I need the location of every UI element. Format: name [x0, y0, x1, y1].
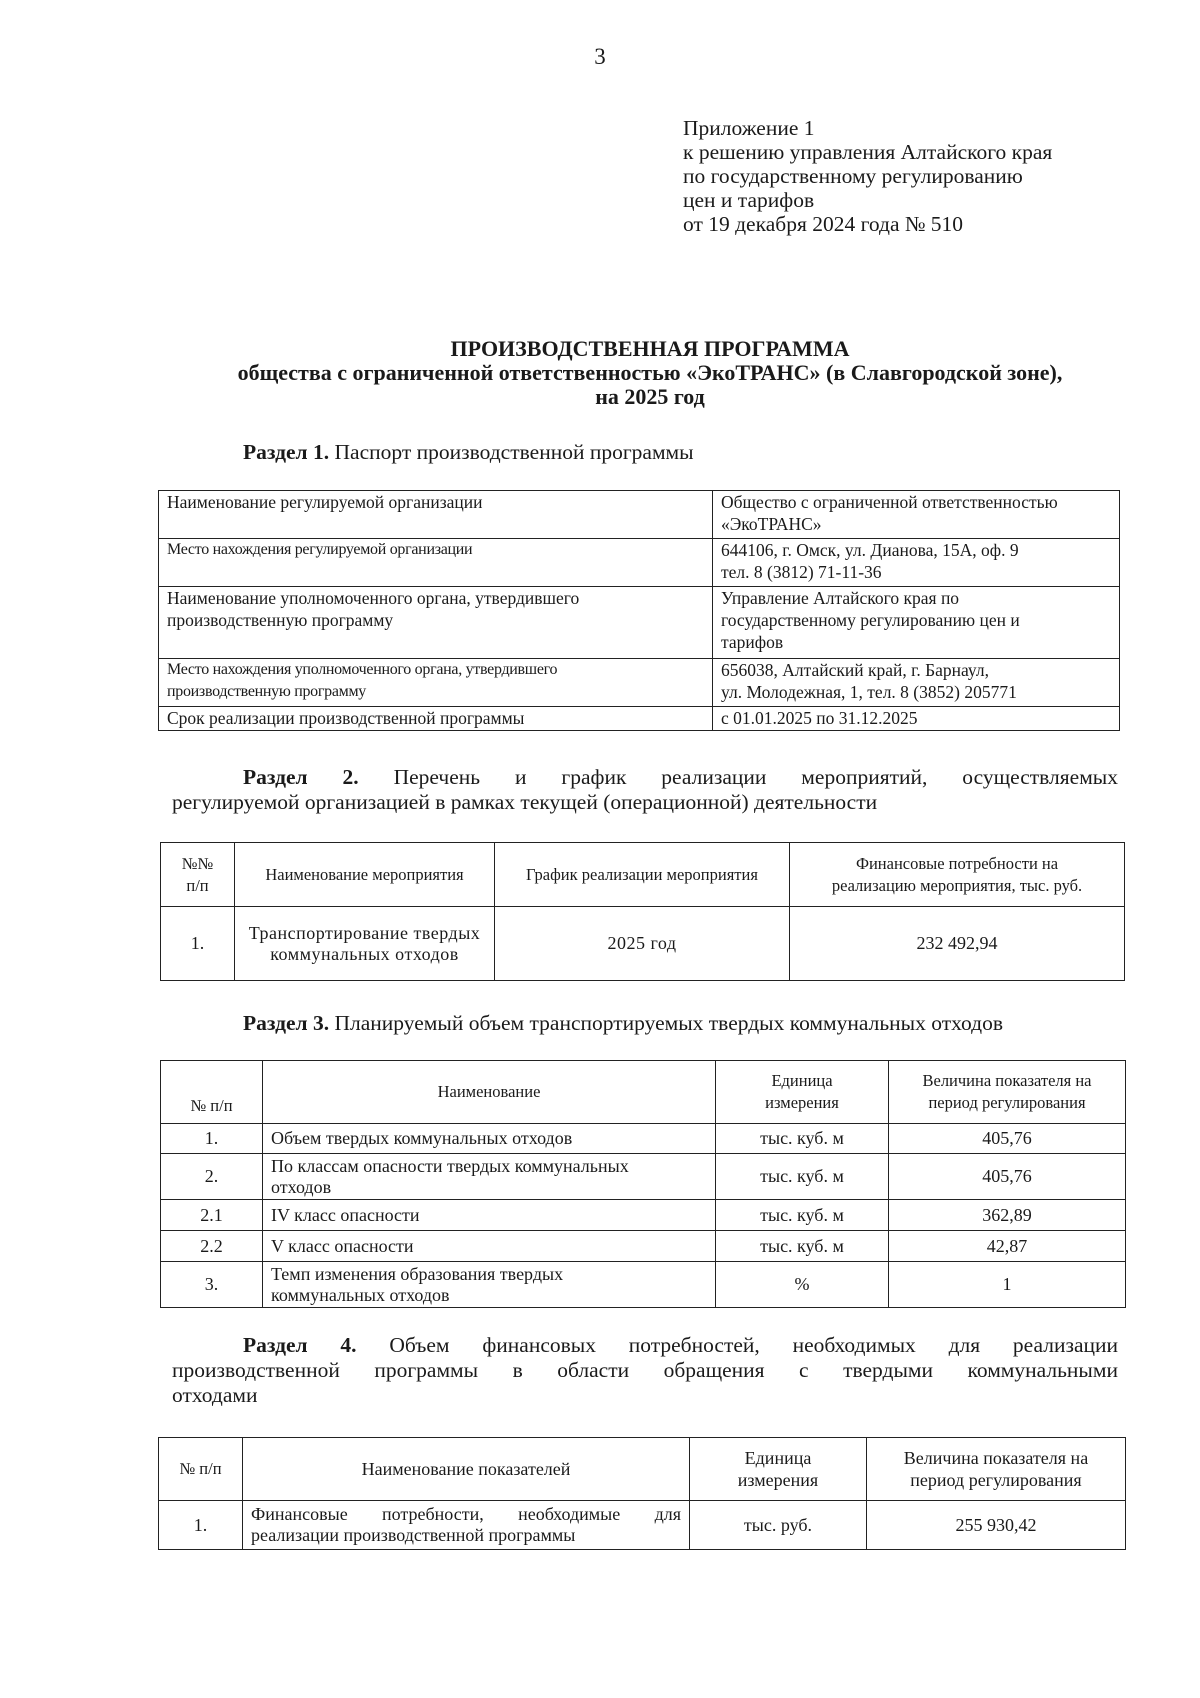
header-line: реализацию мероприятия, тыс. руб. — [831, 875, 1083, 895]
section-4-title-line-1: Объем финансовых потребностей, необходимых для реализации — [389, 1333, 1119, 1357]
name-line: коммунальных отходов — [270, 943, 459, 964]
passport-value: с 01.01.2025 по 31.12.2025 — [713, 707, 1120, 731]
section-1-label: Раздел 1. — [243, 440, 330, 464]
header-line: №№ — [181, 853, 214, 873]
indicator-value: 362,89 — [889, 1200, 1126, 1231]
table-row — [161, 907, 1125, 981]
section-4-heading — [172, 1333, 1118, 1408]
section-3-label: Раздел 3. — [243, 1011, 330, 1035]
passport-value — [713, 539, 1120, 587]
section-3-heading — [243, 1011, 1003, 1036]
row-number: 2.2 — [161, 1231, 263, 1262]
indicator-name: IV класс опасности — [263, 1200, 716, 1231]
header-line: Величина показателя на — [922, 1071, 1092, 1090]
indicator-name: V класс опасности — [263, 1231, 716, 1262]
header-line: период регулирования — [928, 1093, 1086, 1112]
indicator-name: Объем твердых коммунальных отходов — [263, 1124, 716, 1154]
finance-table — [158, 1437, 1126, 1550]
title-line-2: общества с ограниченной ответственностью «ЭкоТРАНС» (в Славгородской зоне), — [237, 360, 1063, 385]
section-2-title-line-1: Перечень и график реализации мероприятий, осуществляемых — [393, 765, 1118, 789]
col-header-number — [161, 843, 235, 907]
row-number: 2. — [161, 1154, 263, 1200]
col-header-finance — [790, 843, 1125, 907]
indicator-unit: тыс. руб. — [690, 1501, 867, 1550]
row-number: 1. — [159, 1501, 243, 1550]
heading-line — [172, 1333, 1118, 1358]
label-line: Место нахождения уполномоченного органа, утвердившего — [167, 661, 558, 678]
name-line: отходов — [271, 1176, 332, 1197]
name-line: По классам опасности твердых коммунальных — [271, 1155, 629, 1176]
indicator-name — [263, 1262, 716, 1308]
passport-value — [713, 659, 1120, 707]
section-2-heading — [172, 765, 1118, 815]
section-2-label: Раздел 2. — [243, 765, 359, 789]
value-line: Управление Алтайского края по — [721, 588, 960, 608]
name-line: Финансовые потребности, необходимые для — [251, 1504, 681, 1524]
passport-label — [159, 659, 713, 707]
header-line: измерения — [737, 1470, 819, 1490]
table-row — [159, 491, 1120, 539]
table-row — [161, 1124, 1126, 1154]
header-line: Единица — [744, 1448, 812, 1468]
appendix-line: от 19 декабря 2024 года № 510 — [683, 212, 963, 236]
table-row — [161, 1200, 1126, 1231]
passport-label — [159, 587, 713, 659]
heading-line — [172, 765, 1118, 790]
col-header-value — [889, 1061, 1126, 1124]
col-header-name: Наименование — [263, 1061, 716, 1124]
value-line: тел. 8 (3812) 71-11-36 — [721, 562, 882, 582]
table-row — [161, 1154, 1126, 1200]
value-line: тарифов — [721, 632, 784, 652]
indicator-value: 255 930,42 — [867, 1501, 1126, 1550]
name-line: коммунальных отходов — [271, 1284, 450, 1305]
indicator-value: 42,87 — [889, 1231, 1126, 1262]
passport-label: Место нахождения регулируемой организации — [159, 539, 713, 587]
indicator-value: 405,76 — [889, 1154, 1126, 1200]
col-header-number: № п/п — [161, 1061, 263, 1124]
passport-table — [158, 490, 1120, 731]
col-header-name: Наименование показателей — [243, 1438, 690, 1501]
label-line: производственную программу — [167, 683, 366, 700]
indicator-unit: тыс. куб. м — [716, 1124, 889, 1154]
volume-table — [160, 1060, 1126, 1308]
section-3-title: Планируемый объем транспортируемых твердых коммунальных отходов — [334, 1011, 1003, 1035]
indicator-unit: тыс. куб. м — [716, 1200, 889, 1231]
value-line: ул. Молодежная, 1, тел. 8 (3852) 205771 — [721, 682, 1017, 702]
passport-value — [713, 491, 1120, 539]
appendix-line: к решению управления Алтайского края — [683, 140, 1053, 164]
col-header-number: № п/п — [159, 1438, 243, 1501]
row-number: 2.1 — [161, 1200, 263, 1231]
passport-value — [713, 587, 1120, 659]
indicator-value: 405,76 — [889, 1124, 1126, 1154]
value-line: государственному регулированию цен и — [721, 610, 1020, 630]
section-4-label: Раздел 4. — [243, 1333, 357, 1357]
col-header-name: Наименование мероприятия — [235, 843, 495, 907]
indicator-name — [263, 1154, 716, 1200]
header-line: п/п — [186, 875, 209, 895]
appendix-line: цен и тарифов — [683, 188, 815, 212]
activity-schedule: 2025 год — [495, 907, 790, 981]
table-row — [159, 659, 1120, 707]
header-line: Финансовые потребности на — [855, 853, 1059, 873]
label-line: производственную программу — [167, 610, 394, 630]
table-header-row — [161, 843, 1125, 907]
appendix-line: Приложение 1 — [683, 116, 815, 140]
table-row — [161, 1262, 1126, 1308]
label-line: Наименование уполномоченного органа, утвердившего — [167, 588, 580, 608]
title-line-1: ПРОИЗВОДСТВЕННАЯ ПРОГРАММА — [450, 336, 850, 361]
name-line: Темп изменения образования твердых — [271, 1263, 564, 1284]
section-1-heading — [243, 440, 694, 465]
activity-name — [235, 907, 495, 981]
col-header-unit — [690, 1438, 867, 1501]
row-number: 3. — [161, 1262, 263, 1308]
header-line: Единица — [771, 1071, 833, 1090]
table-row — [159, 539, 1120, 587]
value-line: 644106, г. Омск, ул. Дианова, 15А, оф. 9 — [721, 540, 1019, 560]
col-header-schedule: График реализации мероприятия — [495, 843, 790, 907]
table-row — [159, 587, 1120, 659]
header-line: Величина показателя на — [903, 1448, 1089, 1468]
table-row — [159, 1501, 1126, 1550]
row-number: 1. — [161, 907, 235, 981]
passport-label: Наименование регулируемой организации — [159, 491, 713, 539]
activity-finance: 232 492,94 — [790, 907, 1125, 981]
col-header-unit — [716, 1061, 889, 1124]
section-2-title-line-2: регулируемой организацией в рамках текущей (операционной) деятельности — [172, 790, 878, 814]
passport-label: Срок реализации производственной программы — [159, 707, 713, 731]
indicator-name — [243, 1501, 690, 1550]
appendix-line: по государственному регулированию — [683, 164, 1023, 188]
indicator-unit: тыс. куб. м — [716, 1231, 889, 1262]
indicator-value: 1 — [889, 1262, 1126, 1308]
table-header-row — [159, 1438, 1126, 1501]
value-line: 656038, Алтайский край, г. Барнаул, — [721, 660, 989, 680]
document-title — [150, 337, 1150, 409]
indicator-unit: % — [716, 1262, 889, 1308]
header-line: период регулирования — [910, 1470, 1082, 1490]
col-header-value — [867, 1438, 1126, 1501]
title-line-3: на 2025 год — [595, 384, 705, 409]
name-line: Транспортирование твердых — [248, 922, 481, 943]
table-header-row — [161, 1061, 1126, 1124]
value-line: «ЭкоТРАНС» — [721, 514, 822, 534]
row-number: 1. — [161, 1124, 263, 1154]
section-1-title: Паспорт производственной программы — [334, 440, 694, 464]
name-line: реализации производственной программы — [251, 1525, 576, 1545]
section-4-title-line-2: производственной программы в области обращения с твердыми коммунальными — [172, 1358, 1118, 1382]
table-row — [161, 1231, 1126, 1262]
header-line: измерения — [765, 1093, 839, 1112]
activities-table — [160, 842, 1125, 981]
section-4-title-line-3: отходами — [172, 1383, 258, 1407]
page-number: 3 — [594, 44, 606, 69]
appendix-reference — [683, 116, 1052, 236]
value-line: Общество с ограниченной ответственностью — [721, 492, 1058, 512]
indicator-unit: тыс. куб. м — [716, 1154, 889, 1200]
table-row — [159, 707, 1120, 731]
